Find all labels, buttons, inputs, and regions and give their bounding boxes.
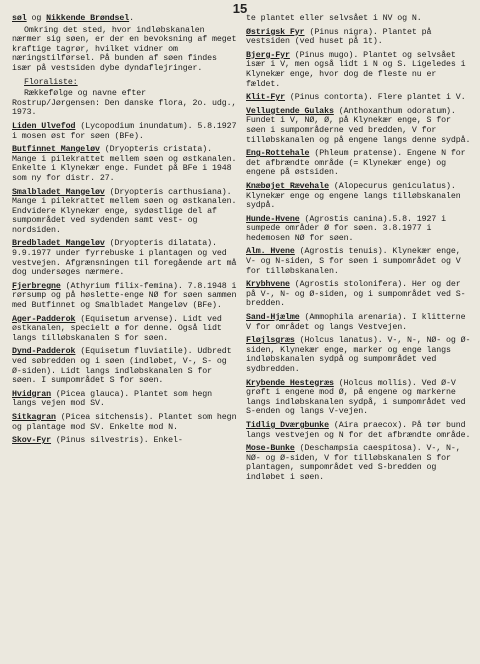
species-entry	[246, 182, 472, 211]
species-entry	[246, 149, 472, 178]
species-entry	[12, 122, 238, 141]
species-name: Krybende Hestegræs	[246, 378, 334, 388]
species-name: Fjerbregne	[12, 281, 61, 291]
intro-paragraph: Omkring det sted, hvor indløbskanalen nærmer sig søen, er der en bevoksning af meget kraftige tagrør, hvilket vidner om næringstilførsel. På bunden af søen findes især på vestsiden dybe dyndaflejringer.	[12, 25, 237, 73]
species-text: (Anthoxanthum odoratum). Fundet i V, NØ, Ø, på Klynekær enge, S for søen i sumpområderne ved bredden, V for tilløbskanalen og på engene langs denne sydpå.	[246, 106, 471, 145]
intro-line	[12, 14, 238, 24]
left-column	[12, 14, 238, 450]
species-text: (Equisetum fluviatile). Udbredt ved søbredden og i søen (indløbet, V-, S- og Ø-siden). Lidt langs indløbskanalen S for søen. I sumpområdet S for søen.	[12, 347, 232, 386]
species-entry	[12, 239, 238, 277]
species-entry	[12, 315, 238, 344]
species-name: Dynd-Padderok	[12, 347, 76, 357]
species-text: (Picea glauca). Plantet som hegn langs vejen mod SV.	[12, 389, 213, 409]
species-name: Sitkagran	[12, 412, 56, 422]
species-text: (Ammophila arenaria). I klitterne V for området og langs Vestvejen.	[246, 313, 466, 332]
species-text: (Equisetum arvense). Lidt ved østkanalen, specielt ø for denne. Også lidt langs tilløbskanalen S for søen.	[12, 314, 222, 343]
species-entry	[246, 379, 472, 417]
species-name: Smalbladet Mangeløv	[12, 187, 105, 197]
species-name: Alm. Hvene	[246, 247, 295, 257]
species-entry	[12, 436, 238, 446]
species-name: Bredbladet Mangeløv	[12, 239, 105, 249]
species-name: Klit-Fyr	[246, 93, 286, 103]
species-name: Skov-Fyr	[12, 436, 52, 446]
species-entry	[246, 336, 472, 374]
species-name: søl	[12, 14, 27, 23]
species-name: Ager-Padderok	[12, 314, 76, 324]
floraliste-heading: Floraliste:	[24, 77, 78, 87]
species-entry	[246, 280, 472, 309]
species-text: (Athyrium filix-femina). 7.8.1948 i rørsump og på høslette-enge NØ for søen sammen med Butfinnet og Smalbladet Mangeløv (BFe).	[12, 281, 237, 311]
species-name: Sand-Hjælme	[246, 313, 300, 323]
species-entry	[12, 347, 238, 385]
species-text: (Pinus silvestris). Enkel-	[51, 436, 183, 446]
species-entry	[246, 313, 472, 332]
species-text: (Dryopteris carthusiana). Mange i pilekrattet mellem søen og østkanalen. Endvidere Klynekær enge, sydøstlige del af sumpområdet ved sydenden samt vest- og nordsiden.	[12, 187, 237, 235]
species-text: (Aira praecox). På tør bund langs vestvejen og N for det afbrændte område.	[246, 420, 471, 440]
floraliste-text: Rækkefølge og navne efter Rostrup/Jørgensen: Den danske flora, 2o. udg., 1973.	[12, 89, 237, 118]
species-text: (Picea sitchensis). Plantet som hegn og plantage mod SV. Enkelte mod N.	[12, 412, 237, 432]
species-text: (Holcus mollis). Ved Ø-V grøft i engene mod Ø, på engene og markerne langs indløbskanalen sydpå, i sumpområdet ved S-enden og langs V-vejen.	[246, 378, 466, 417]
species-text: (Pinus contorta). Flere plantet i V.	[285, 93, 466, 103]
species-text: og	[26, 14, 47, 23]
species-name: Butfinnet Mangeløv	[12, 145, 100, 155]
species-name: Mose-Bunke	[246, 444, 295, 454]
species-name: Tidlig Dværgbunke	[246, 420, 329, 430]
species-text: (Holcus lanatus). V-, N-, NØ- og Ø-siden, Klynekær enge, marker og enge langs indløbskanalen sydpå og sumpområdet ved sydbredden.	[246, 336, 471, 374]
species-name: Nikkende Brøndsel	[46, 14, 130, 23]
species-name: Hunde-Hvene	[246, 214, 300, 224]
species-text: (Lycopodium inundatum). 5.8.1927 i mosen øst for søen (BFe).	[12, 121, 237, 141]
species-entry	[246, 247, 472, 276]
right-entries	[246, 28, 472, 483]
species-entry	[246, 215, 472, 244]
species-entry	[246, 444, 472, 482]
species-text: (Agrostis stolonifera). Her og der på V-, N- og Ø-siden, og i sumpområdet ved S-bredden.	[246, 280, 466, 309]
species-text: .	[129, 14, 135, 23]
species-name: Fløjlsgræs	[246, 336, 295, 346]
continuation-text: te plantet eller selvsået i NV og N.	[246, 14, 422, 23]
species-name: Østrigsk Fyr	[246, 27, 305, 37]
species-text: (Phleum pratense). Engene N for det afbrændte område (= Klynekær enge) og engene på østsiden.	[246, 149, 466, 178]
species-text: (Agrostis canina).5.8. 1927 i sumpede områder Ø for søen. 3.8.1977 i hedemosen NØ for søen.	[246, 214, 447, 243]
species-text: (Agrostis tenuis). Klynekær enge, V- og N-siden, S for søen i sumpområdet og V for tilløbskanalen.	[246, 247, 461, 276]
species-text: (Alopecurus geniculatus). Klynekær enge og engene langs tilløbskanalen sydpå.	[246, 181, 461, 211]
species-name: Liden Ulvefod	[12, 121, 76, 131]
species-entry	[246, 107, 472, 145]
floraliste-heading-wrap	[12, 78, 238, 88]
species-text: (Pinus mugo). Plantet og selvsået især i V, men også lidt i N og S. Ligeledes i Klynekær enge, hvor dog de fleste nu er fældet.	[246, 50, 466, 89]
species-name: Krybhvene	[246, 280, 290, 290]
species-entry	[246, 421, 472, 440]
species-name: Hvidgran	[12, 389, 52, 399]
species-text: (Deschampsia caespitosa). V-, N-, NØ- og Ø-siden, V for tilløbskanalen S for plantagen, sumpområdet ved S-bredden og indløbet i søen.	[246, 444, 461, 482]
species-entry	[12, 145, 238, 183]
species-entry	[246, 51, 472, 89]
species-name: Eng-Rottehale	[246, 149, 310, 159]
species-entry	[12, 390, 238, 409]
species-text: (Dryopteris dilatata). 9.9.1977 under fyrrebuske i plantagen og ved vestvejen. Afgrænsningen til foregående art må dog undersøges nærmere.	[12, 239, 237, 278]
species-text: (Pinus nigra). Plantet på vestsiden (ved huset på 1t).	[246, 27, 432, 47]
species-name: Vellugtende Gulaks	[246, 106, 334, 116]
species-entry	[12, 282, 238, 311]
right-column	[246, 14, 472, 487]
species-entry	[246, 93, 472, 103]
species-entry	[246, 28, 472, 47]
species-name: Knæbøjet Rævehale	[246, 181, 329, 191]
species-name: Bjerg-Fyr	[246, 50, 290, 60]
left-entries	[12, 122, 238, 446]
species-entry	[12, 188, 238, 236]
page-number: 15	[232, 1, 248, 16]
species-text: (Dryopteris cristata). Mange i pilekrattet mellem søen og østkanalen. Enkelte i Klynekær enge. Fundet på BFe i 1948 som ny for distr. 27.	[12, 145, 237, 183]
species-entry	[12, 413, 238, 432]
